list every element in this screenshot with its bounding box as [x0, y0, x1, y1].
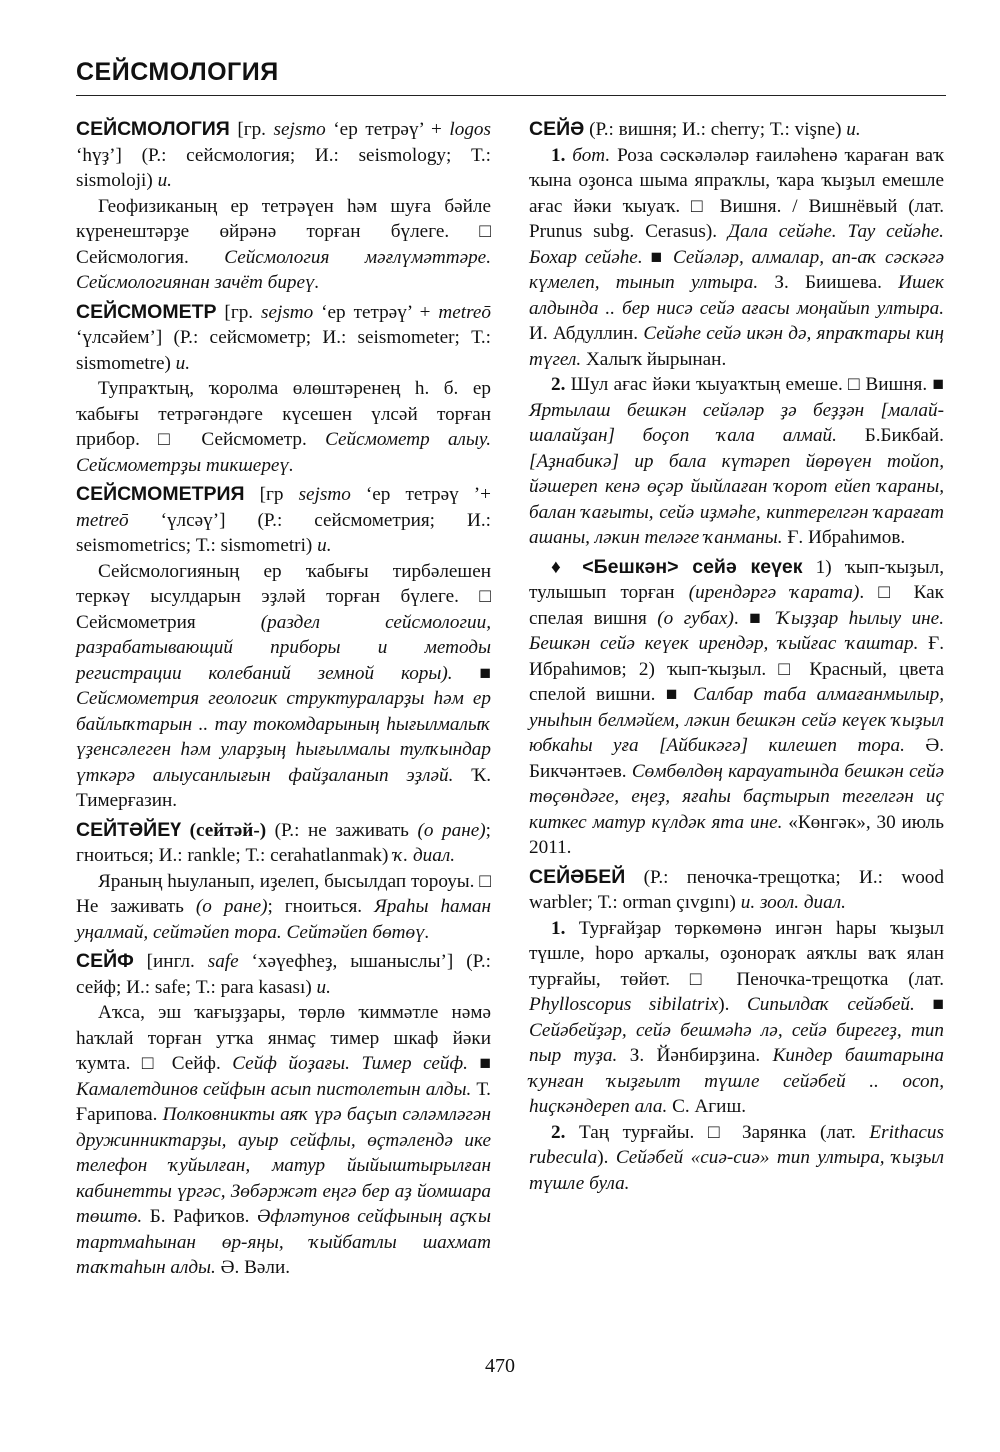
entry-seismometry: СЕЙСМОМЕТРИЯ [гр sejsmo ‘ер тетрәү ’+ metreō ‘үлсәү’] (Р.: сейсмометрия; И.: seismometrics; Т.: sismometri) и. — [76, 483, 492, 556]
idiom: ♦ <Бешкән> сейә кеүек 1) ҡып-ҡыҙыл, тулышып торған (ирендәргә ҡарата). □ Как спелая вишня (о губах). ■ Ҡыҙҙар һылыу ине. Бешкән сейә кеүек ирендәр, ҡыйғас ҡаштар. Ғ. Ибраһимов; 2) ҡып-ҡыҙыл. □ Красный, цвета спелой вишни. ■ Салбар таба алмағанмылыр, уныһын белмәйем, ләкин бешкән сейә кеүек ҡыҙыл юбкаһы уға [Айбикәгә] килешеп тора. Ә. Бикчәнтәев. Сөмбөлдөң карауатында бешкән сейә төҫөндәге, еңеҙ, яғаһы баҫтырып тегелгән иҫ киткес матур күлдәк ята ине. «Көнгәк», 30 июль 2011. — [529, 555, 945, 858]
right-column — [529, 117, 944, 1196]
square-marker-icon: ■ — [467, 1053, 491, 1074]
square-marker-icon: ■ — [738, 607, 777, 629]
headword: СЕЙӘБЕЙ — [529, 865, 626, 888]
definition: Сейсмологияның ер ҡабығы тирбәлешен теркәү ысулдарын эҙләй торған бүлеге. □ Сейсмометрия (раздел сейсмологии, разрабатывающий приборы и методы регистрации колебаний земной коры). ■ Сейсмометрия геологик структураларҙы һәм ер байлыҡтарын .. тау токомдарының һығылмалыҡ үҙенсәлеген һәм уларҙың һығылмалы тулҡындар үткәрә алыусанлығын файҙаланып эҙләй. Ҡ. Тимерғазин. — [76, 560, 491, 811]
page-number: 470 — [485, 1355, 515, 1377]
idiom-phrase: <Бешкән> сейә кеүек — [582, 555, 803, 578]
headword: СЕЙСМОМЕТР — [76, 300, 217, 323]
diamond-icon: ♦ — [551, 556, 583, 578]
sense-1: 1. бот. Роза сәскәләләр ғаиләһенә ҡараған ваҡ ҡына оҙонса шыма япраҡлы, ҡара ҡыҙыл емешле ағас йәки ҡыуаҡ. □ Вишня. / Вишнёвый (лат. Prunus subg. Cerasus). Дала сейәһе. Тау сейәһе. Бохар сейәһе. ■ Сейәләр, алмалар, ап-аҡ сәскәгә күмелеп, тынып ултыра. З. Биишева. Ишек алдында .. бер нисә сейә ағасы моңайып ултыра. И. Абдуллин. Сейәһе сейә икән дә, япраҡтары киң түгел. Халыҡ йырынан. — [529, 144, 945, 370]
entry-seismometer: СЕЙСМОМЕТР [гр. sejsmo ‘ер тетрәү’ + metreō ‘үлсәйем’] (Р.: сейсмометр; И.: seismometer; Т.: sismometre) и. — [76, 300, 491, 374]
headword: СЕЙФ — [76, 950, 134, 972]
square-marker-icon: ■ — [642, 246, 673, 268]
square-marker-icon: ■ — [927, 374, 944, 395]
header-rule — [76, 95, 946, 96]
definition: Аҡса, эш ҡағыҙҙары, төрлө ҡиммәтле нәмә һаҡлай торған утҡа янмаҫ тимер шкаф йәки ҡумта. □ Сейф. Сейф йоҙағы. Тимер сейф. ■ Камалетдинов сейфын асып пистолетын алды. Т. Ғарипова. Полковникты аяҡ үрә баҫып сәләмләгән дружинниктарҙы, ауыр сейфлы, өҫтәлендә ике телефон ҡуйылған, матур йыйыштырылған кабинетты үргәс, Зөбәржәт еңгә бер аҙ йомшара төштө. Б. Рафиҡов. Әфләтунов сейфының аҫҡы тартмаһынан өр-яңы, ҡыйбатлы шахмат таҡтаһын алды. Ә. Вәли. — [76, 1002, 491, 1278]
entry-seitaieu: СЕЙТӘЙЕҮ (сейтәй-) (Р.: не заживать (о ране); гноиться; И.: rankle; Т.: cerahatlanmak) ҡ. диал. — [76, 818, 491, 866]
left-column — [76, 117, 491, 1281]
sense-1: 1. Турғайҙар төркөмөнә ингән һары ҡыҙыл түшле, һоро арҡалы, оҙонораҡ аяҡлы ваҡ ялан турғайы, төйөт. □ Пеночка-трещотка (лат. Phylloscopus sibilatrix). Сипылдаҡ сейәбей. ■ Сейәбейҙәр, сейә бешмәһә лә, сейә бирегеҙ, тип пыр туҙа. З. Йәнбирҙина. Киндер баштарына ҡунған ҡыҙғылт түшле сейәбей .. осоп, һиҫкәндереп ала. С. Агиш. — [529, 917, 944, 1117]
entry-seie: СЕЙӘ (Р.: вишня; И.: cherry; Т.: vişne) и. — [529, 118, 861, 140]
square-marker-icon: ■ — [452, 662, 491, 684]
headword: СЕЙӘ — [529, 118, 585, 140]
square-marker-icon: ■ — [914, 994, 944, 1015]
headword: СЕЙТӘЙЕҮ — [76, 818, 182, 841]
entry-seiebei: СЕЙӘБЕЙ (Р.: пеночка-трещотка; И.: wood warbler; Т.: orman çıvgını) и. зоол. диал. — [529, 865, 944, 913]
definition: Тупраҡтың, ҡоролма өлөштәренең һ. б. ер ҡабығы тетрәгәндәге күсешен үлсәй торған прибор. □ Сейсмометр. Сейсмометр алыу. Сейсмометрҙы тикшереү. — [76, 378, 491, 476]
square-marker-icon: ■ — [655, 684, 694, 705]
headword: СЕЙСМОМЕТРИЯ — [76, 483, 245, 505]
definition: Геофизиканың ер тетрәүен һәм шуға бәйле күренештәрҙе өйрәнә торған бүлеге. □ Сейсмология. Сейсмология мәғлүмәттәре. Сейсмологиянан зачёт биреү. — [76, 195, 491, 293]
definition: Яраның һыуланып, иҙелеп, бысылдап тороуы. □ Не заживать (о ране); гноиться. Яраһы һаман уңалмай, сейтәйеп тора. Сейтәйеп бөтөү. — [76, 870, 491, 943]
sense-2: 2. Таң турғайы. □ Зарянка (лат. Erithacus rubecula). Сейәбей «сиә-сиә» тип ултыра, ҡыҙыл түшле була. — [529, 1121, 944, 1194]
running-header — [76, 58, 946, 96]
entry-seif: СЕЙФ [ингл. safe ‘хәүефһеҙ, ышаныслы’] (Р.: сейф; И.: safe; Т.: para kasası) и. — [76, 950, 491, 998]
sense-2: 2. Шул ағас йәки ҡыуаҡтың емеше. □ Вишня. ■ Яртылаш бешкән сейәләр ҙә беҙҙән [малай-шалайҙан] боҫоп ҡала алмай. Б.Бикбай. [Аҙнабикә] ир бала күтәреп йөрөүен тойоп, йәшереп кенә өҫәр йыйлаған ҡорот ейеп ҡараны, балан ҡағыты, сейә иҙмәһе, киптерелгән ҡарағат ашаны, ләкин теләге ҡанманы. Ғ. Ибраһимов. — [529, 374, 944, 548]
running-head-title: СЕЙСМОЛОГИЯ — [76, 58, 279, 86]
entry-seismology: СЕЙСМОЛОГИЯ [гр. sejsmo ‘ер тетрәү’ + logos ‘һүҙ’] (Р.: сейсмология; И.: seismology; Т.: sismoloji) и. — [76, 118, 491, 191]
headword: СЕЙСМОЛОГИЯ — [76, 118, 230, 140]
